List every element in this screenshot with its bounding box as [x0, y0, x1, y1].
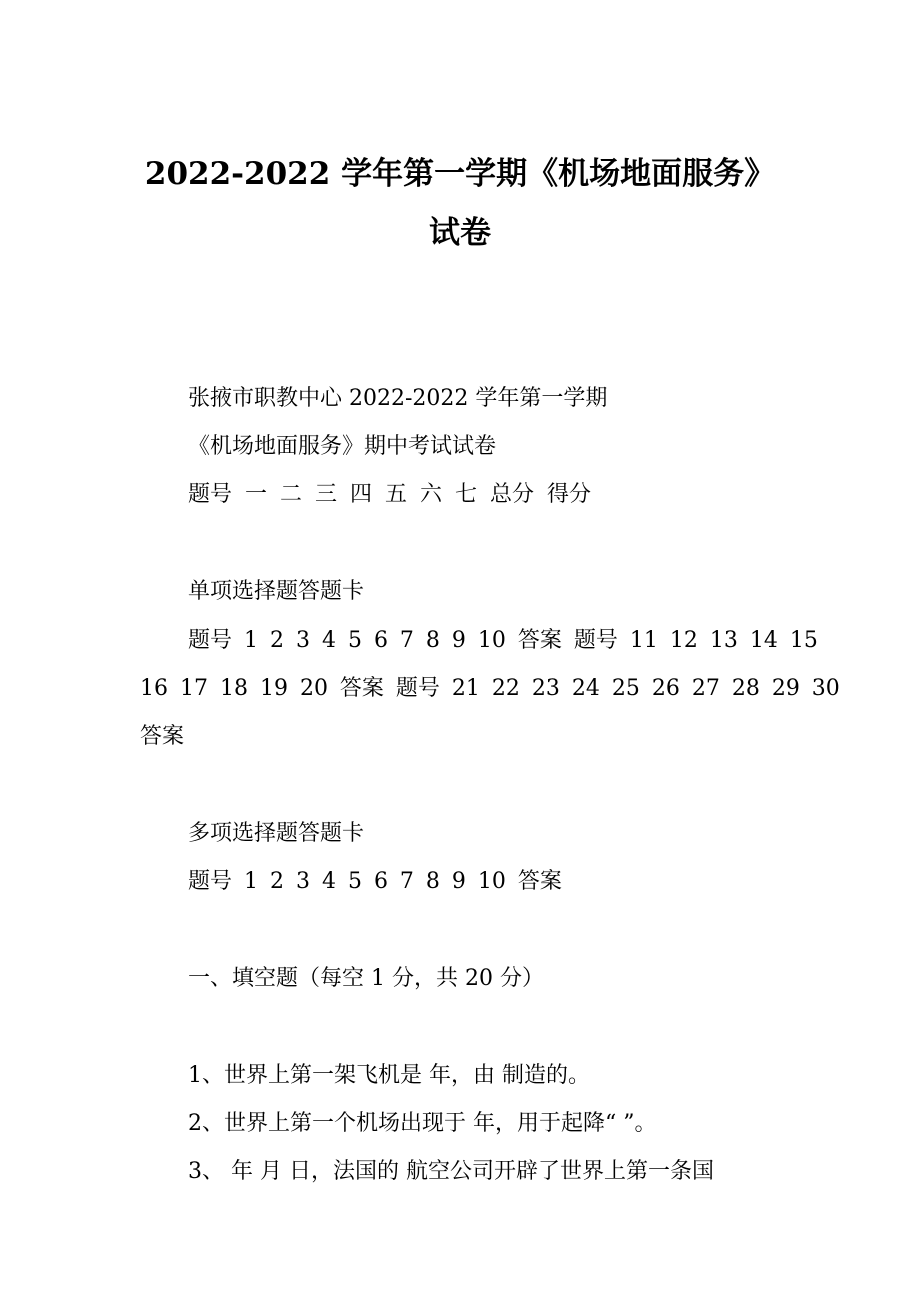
- document-title-line2: 试卷: [429, 215, 491, 251]
- single-choice-card-line: 16 17 18 19 20 答案 题号 21 22 23 24 25 26 27 28 29 30: [140, 676, 840, 701]
- single-choice-card-line: 题号 1 2 3 4 5 6 7 8 9 10 答案 题号 11 12 13 14 15: [188, 628, 818, 653]
- score-table-row: 题号 一 二 三 四 五 六 七 总分 得分: [188, 482, 591, 507]
- fill-in-section-heading: 一、填空题（每空 1 分，共 20 分）: [188, 966, 544, 991]
- fill-in-question: 1、世界上第一架飞机是 年，由 制造的。: [188, 1063, 590, 1088]
- school-line: 张掖市职教中心 2022-2022 学年第一学期: [188, 386, 608, 411]
- multi-choice-card-line: 题号 1 2 3 4 5 6 7 8 9 10 答案: [188, 869, 562, 894]
- fill-in-question: 3、 年 月 日，法国的 航空公司开辟了世界上第一条国: [188, 1159, 714, 1184]
- exam-name-line: 《机场地面服务》期中考试试卷: [188, 434, 497, 459]
- single-choice-card-heading: 单项选择题答题卡: [188, 579, 365, 604]
- document-title-line1: 2022-2022 学年第一学期《机场地面服务》: [144, 156, 776, 192]
- fill-in-question: 2、世界上第一个机场出现于 年，用于起降“ ”。: [188, 1111, 657, 1136]
- multi-choice-card-heading: 多项选择题答题卡: [188, 821, 365, 846]
- single-choice-card-line: 答案: [140, 724, 185, 749]
